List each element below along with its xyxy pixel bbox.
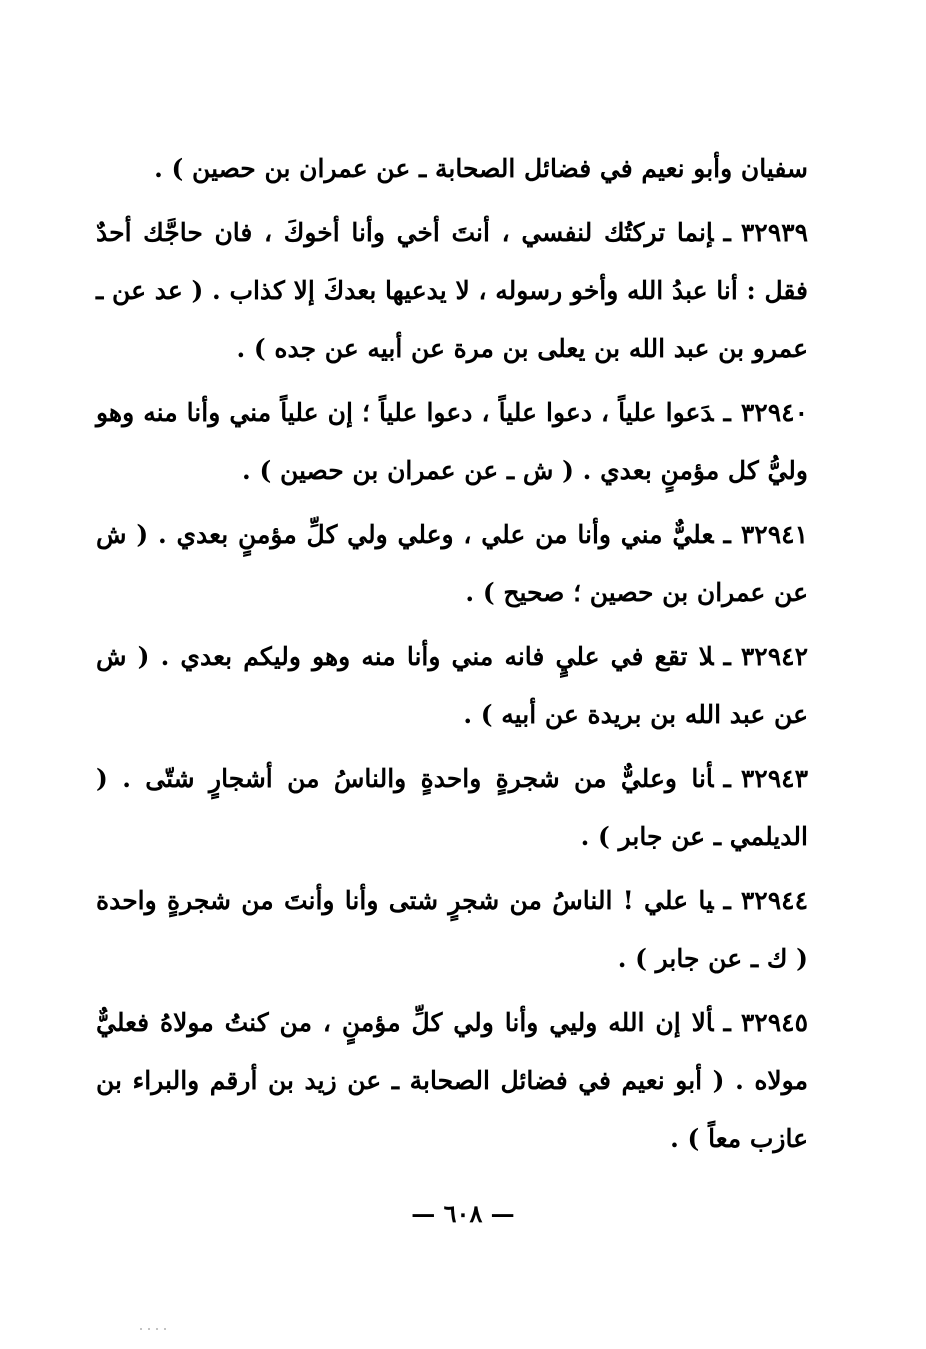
hadith-paragraph bbox=[96, 628, 808, 744]
separator-dash: ـ bbox=[723, 642, 731, 671]
hadith-text: دَعوا علياً ، دعوا علياً ، دعوا علياً ؛ إن علياً مني وأنا منه وهو وليُّ كل مؤمنٍ بعدي . ( ش ـ عن عمران بن حصين ) . bbox=[96, 398, 808, 485]
hadith-paragraph bbox=[96, 384, 808, 500]
separator-dash: ـ bbox=[723, 520, 731, 549]
hadith-text: لا تقع في عليٍ فانه مني وأنا منه وهو وليكم بعدي . ( ش عن عبد الله بن بريدة عن أبيه ) . bbox=[96, 642, 808, 729]
hadith-text: إنما تركتُك لنفسي ، أنتَ أخي وأنا أخوكَ ، فان حاجَّك أحدٌ فقل : أنا عبدُ الله وأخو رسوله ، لا يدعيها بعدكَ إلا كذاب . ( عد عن ـ عمرو بن عبد الله بن يعلى بن مرة عن أبيه عن جده ) . bbox=[96, 218, 808, 363]
hadith-text: عليٌّ مني وأنا من علي ، وعلي ولي كلِّ مؤمنٍ بعدي . ( ش عن عمران بن حصين ؛ صحيح ) . bbox=[96, 520, 808, 607]
separator-dash: ـ bbox=[723, 398, 731, 427]
hadith-number: ٣٢٩٣٩ bbox=[740, 218, 808, 247]
continuation-paragraph bbox=[96, 140, 808, 198]
hadith-number: ٣٢٩٤٠ bbox=[740, 398, 808, 427]
page-body bbox=[96, 140, 808, 1168]
separator-dash: ـ bbox=[723, 218, 731, 247]
hadith-paragraph bbox=[96, 506, 808, 622]
page-number: — ٦٠٨ — bbox=[411, 1199, 515, 1228]
hadith-number: ٣٢٩٤٢ bbox=[740, 642, 808, 671]
continuation-text: سفيان وأبو نعيم في فضائل الصحابة ـ عن عمران بن حصين ) . bbox=[154, 154, 808, 183]
hadith-paragraph bbox=[96, 750, 808, 866]
hadith-number: ٣٢٩٤٤ bbox=[740, 886, 808, 915]
speck bbox=[164, 1328, 166, 1330]
separator-dash: ـ bbox=[723, 764, 731, 793]
hadith-text: يا علي ! الناسُ من شجرٍ شتى وأنا وأنتَ من شجرةٍ واحدة ( ك ـ عن جابر ) . bbox=[96, 886, 808, 973]
hadith-text: ألا إن الله وليي وأنا ولي كلِّ مؤمنٍ ، من كنتُ مولاهُ فعليٌّ مولاه . ( أبو نعيم في فضائل الصحابة ـ عن زيد بن أرقم والبراء بن عازب معاً ) . bbox=[96, 1008, 808, 1153]
hadith-text: أنا وعليٌّ من شجرةٍ واحدةٍ والناسُ من أشجارٍ شتّى . ( الديلمي ـ عن جابر ) . bbox=[96, 764, 808, 851]
speck bbox=[148, 1328, 150, 1330]
hadith-number: ٣٢٩٤١ bbox=[740, 520, 808, 549]
hadith-paragraph bbox=[96, 204, 808, 378]
speck bbox=[156, 1328, 158, 1330]
speck bbox=[140, 1328, 142, 1330]
hadith-paragraph bbox=[96, 994, 808, 1168]
hadith-paragraph bbox=[96, 872, 808, 988]
separator-dash: ـ bbox=[723, 886, 731, 915]
hadith-number: ٣٢٩٤٣ bbox=[740, 764, 808, 793]
hadith-number: ٣٢٩٤٥ bbox=[740, 1008, 808, 1037]
scan-specks bbox=[140, 1328, 210, 1334]
separator-dash: ـ bbox=[723, 1008, 731, 1037]
